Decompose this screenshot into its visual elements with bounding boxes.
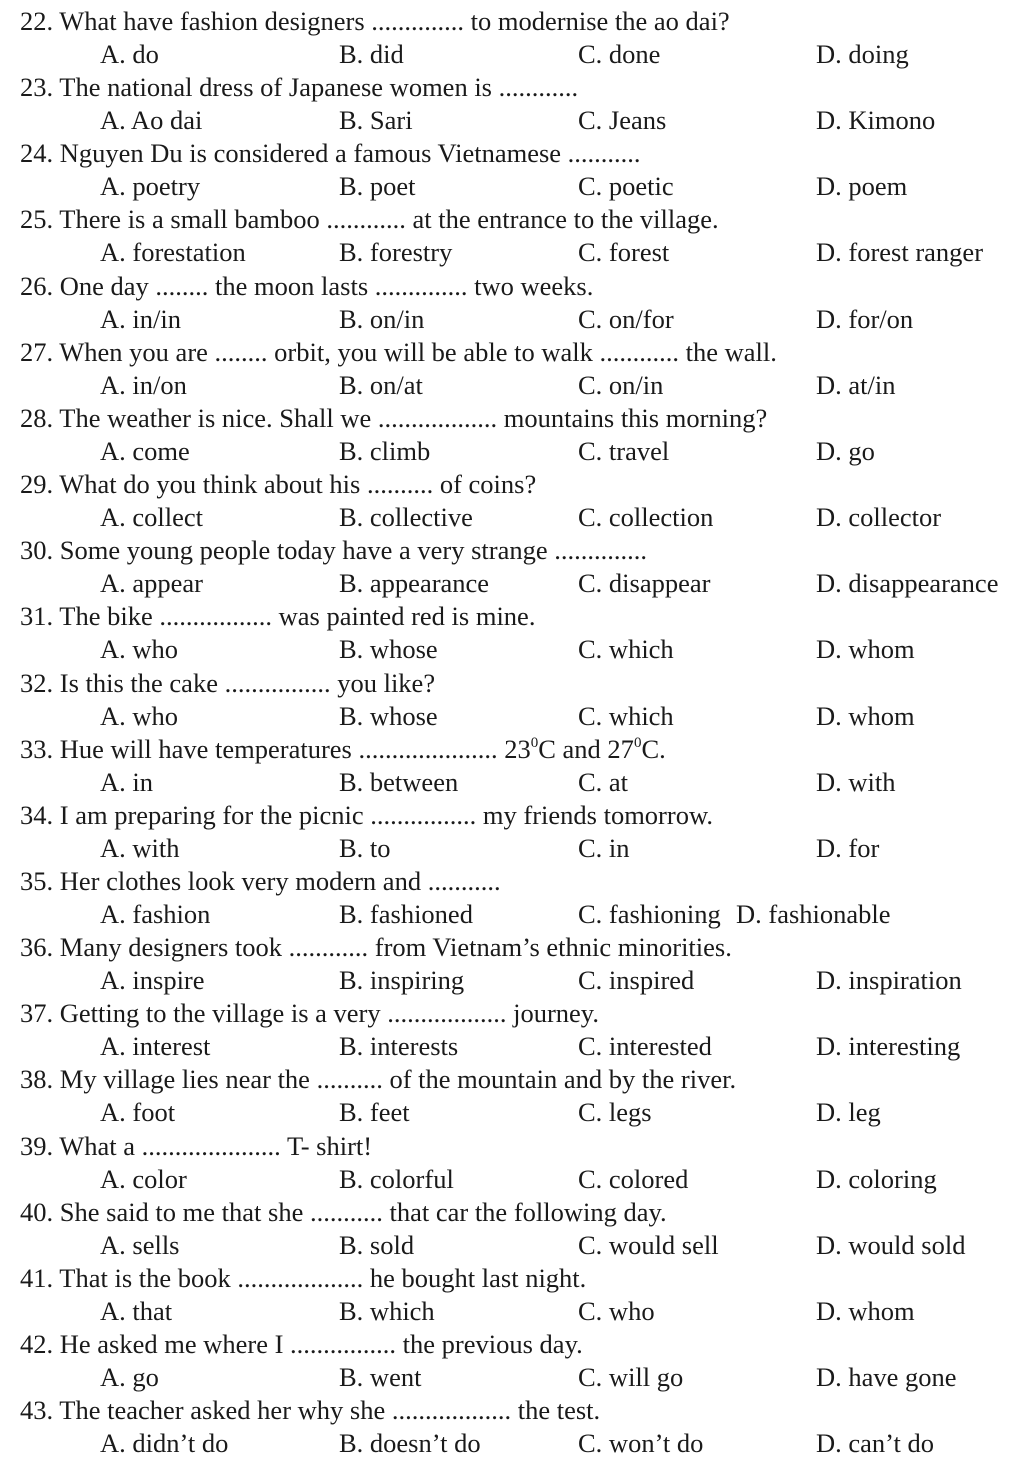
option-d: D. disappearance	[816, 568, 999, 598]
question-number: 23.	[20, 72, 54, 102]
question-text: The bike ................. was painted red is mine.	[59, 601, 536, 631]
question-number: 40.	[20, 1197, 54, 1227]
option-a: A. in/in	[100, 304, 181, 334]
question-text: When you are ........ orbit, you will be able to walk ............ the wall.	[59, 337, 777, 367]
option-a: A. who	[100, 634, 179, 664]
option-c: C. done	[578, 39, 661, 69]
question-text: What do you think about his .......... of coins?	[59, 469, 537, 499]
option-d: D. at/in	[816, 370, 896, 400]
question-stem	[20, 138, 641, 168]
question-stem	[20, 866, 501, 896]
question-stem	[20, 998, 599, 1028]
question-number: 26.	[20, 271, 54, 301]
option-a: A. in	[100, 767, 153, 797]
question-text: Is this the cake ................ you like?	[59, 668, 436, 698]
question-number: 22.	[20, 6, 54, 36]
option-a: A. appear	[100, 568, 203, 598]
option-c: C. won’t do	[578, 1428, 704, 1458]
option-c: C. which	[578, 634, 674, 664]
question-40	[0, 1193, 1024, 1259]
question-37	[0, 994, 1024, 1060]
option-b: B. appearance	[339, 568, 490, 598]
question-35	[0, 862, 1024, 928]
question-text: The teacher asked her why she .................. the test.	[59, 1395, 601, 1425]
option-c: C. on/in	[578, 370, 664, 400]
option-a: A. inspire	[100, 965, 205, 995]
option-c: C. in	[578, 833, 630, 863]
question-text: Nguyen Du is considered a famous Vietnamese ...........	[59, 138, 641, 168]
option-b: B. to	[339, 833, 391, 863]
question-stem	[20, 1131, 372, 1161]
option-c: C. which	[578, 701, 674, 731]
option-a: A. collect	[100, 502, 204, 532]
option-d: D. whom	[816, 701, 915, 731]
option-a: A. who	[100, 701, 179, 731]
option-d: D. interesting	[816, 1031, 961, 1061]
option-c: C. on/for	[578, 304, 674, 334]
option-d: D. collector	[816, 502, 942, 532]
question-text: I am preparing for the picnic ................ my friends tomorrow.	[59, 800, 713, 830]
option-c: C. Jeans	[578, 105, 667, 135]
question-number: 39.	[20, 1131, 54, 1161]
question-number: 29.	[20, 469, 54, 499]
option-c: C. forest	[578, 237, 670, 267]
question-text: My village lies near the .......... of the mountain and by the river.	[59, 1064, 737, 1094]
question-stem	[20, 1395, 600, 1425]
question-number: 25.	[20, 204, 54, 234]
question-number: 24.	[20, 138, 54, 168]
question-26	[0, 267, 1024, 333]
option-d: D. leg	[816, 1097, 881, 1127]
question-number: 33.	[20, 734, 54, 764]
question-stem	[20, 337, 777, 367]
option-b: B. between	[339, 767, 459, 797]
option-c: C. legs	[578, 1097, 652, 1127]
question-22	[0, 2, 1024, 68]
option-a: A. in/on	[100, 370, 187, 400]
question-36	[0, 928, 1024, 994]
option-a: A. interest	[100, 1031, 211, 1061]
option-a: A. poetry	[100, 171, 201, 201]
question-text: There is a small bamboo ............ at the entrance to the village.	[59, 204, 719, 234]
option-c: C. travel	[578, 436, 670, 466]
option-c: C. would sell	[578, 1230, 719, 1260]
option-b: B. whose	[339, 634, 438, 664]
question-text: Some young people today have a very strange ..............	[59, 535, 648, 565]
question-text: Getting to the village is a very .................. journey.	[59, 998, 599, 1028]
question-stem	[20, 535, 647, 565]
question-stem	[20, 668, 435, 698]
question-stem	[20, 271, 593, 301]
option-b: B. which	[339, 1296, 435, 1326]
question-stem	[20, 932, 732, 962]
option-c: C. disappear	[578, 568, 711, 598]
question-number: 30.	[20, 535, 54, 565]
question-31	[0, 597, 1024, 663]
option-a: A. foot	[100, 1097, 176, 1127]
option-d: D. go	[816, 436, 875, 466]
question-text: What a ..................... T- shirt!	[59, 1131, 373, 1161]
question-stem	[20, 72, 578, 102]
question-stem	[20, 6, 730, 36]
option-b: B. sold	[339, 1230, 415, 1260]
question-stem	[20, 1329, 583, 1359]
question-32	[0, 664, 1024, 730]
degree-superscript: 0	[530, 735, 539, 751]
option-a: A. go	[100, 1362, 159, 1392]
option-b: B. fashioned	[339, 899, 473, 929]
option-c: C. inspired	[578, 965, 695, 995]
option-d: D. for/on	[816, 304, 914, 334]
option-d: D. whom	[816, 634, 915, 664]
question-stem	[20, 1064, 736, 1094]
question-number: 37.	[20, 998, 54, 1028]
option-d: D. Kimono	[816, 105, 936, 135]
question-text: The national dress of Japanese women is ............	[59, 72, 579, 102]
question-text: What have fashion designers .............. to modernise the ao dai?	[59, 6, 730, 36]
option-d: D. doing	[816, 39, 909, 69]
question-number: 42.	[20, 1329, 54, 1359]
option-d: D. coloring	[816, 1164, 937, 1194]
question-25	[0, 200, 1024, 266]
question-23	[0, 68, 1024, 134]
option-b: B. colorful	[339, 1164, 454, 1194]
degree-superscript: 0	[633, 735, 642, 751]
option-c: C. poetic	[578, 171, 674, 201]
question-text: The weather is nice. Shall we .................. mountains this morning?	[59, 403, 768, 433]
question-38	[0, 1060, 1024, 1126]
option-c: C. who	[578, 1296, 655, 1326]
question-number: 31.	[20, 601, 54, 631]
option-a: A. sells	[100, 1230, 180, 1260]
option-c: C. at	[578, 767, 629, 797]
question-24	[0, 134, 1024, 200]
option-c: C. fashioning	[578, 899, 721, 929]
option-a: A. color	[100, 1164, 187, 1194]
question-27	[0, 333, 1024, 399]
question-30	[0, 531, 1024, 597]
option-a: A. fashion	[100, 899, 211, 929]
question-text: C.	[641, 734, 666, 764]
question-number: 41.	[20, 1263, 54, 1293]
question-text: C and 27	[538, 734, 634, 764]
question-text: She said to me that she ........... that car the following day.	[59, 1197, 667, 1227]
option-d: D. fashionable	[736, 899, 891, 929]
question-41	[0, 1259, 1024, 1325]
option-b: B. Sari	[339, 105, 413, 135]
option-d: D. with	[816, 767, 896, 797]
question-stem	[20, 734, 666, 764]
question-number: 28.	[20, 403, 54, 433]
option-d: D. poem	[816, 171, 908, 201]
option-a: A. didn’t do	[100, 1428, 229, 1458]
option-a: A. with	[100, 833, 180, 863]
question-number: 34.	[20, 800, 54, 830]
option-d: D. inspiration	[816, 965, 962, 995]
question-number: 35.	[20, 866, 54, 896]
question-34	[0, 796, 1024, 862]
question-stem	[20, 469, 536, 499]
option-a: A. do	[100, 39, 159, 69]
question-text: One day ........ the moon lasts .............. two weeks.	[59, 271, 594, 301]
question-28	[0, 399, 1024, 465]
option-d: D. whom	[816, 1296, 915, 1326]
question-text: Hue will have temperatures ..................... 23	[59, 734, 531, 764]
option-b: B. doesn’t do	[339, 1428, 481, 1458]
question-29	[0, 465, 1024, 531]
question-text: He asked me where I ................ the previous day.	[59, 1329, 583, 1359]
option-b: B. interests	[339, 1031, 459, 1061]
question-number: 27.	[20, 337, 54, 367]
question-33	[0, 730, 1024, 796]
option-b: B. inspiring	[339, 965, 465, 995]
option-b: B. poet	[339, 171, 416, 201]
option-b: B. on/in	[339, 304, 425, 334]
option-c: C. collection	[578, 502, 714, 532]
option-b: B. whose	[339, 701, 438, 731]
option-d: D. forest ranger	[816, 237, 984, 267]
option-a: A. that	[100, 1296, 173, 1326]
question-text: Her clothes look very modern and ...........	[59, 866, 501, 896]
question-number: 38.	[20, 1064, 54, 1094]
question-number: 32.	[20, 668, 54, 698]
question-stem	[20, 403, 767, 433]
option-a: A. come	[100, 436, 190, 466]
question-number: 36.	[20, 932, 54, 962]
question-text: That is the book ................... he bought last night.	[59, 1263, 587, 1293]
question-stem	[20, 800, 713, 830]
question-43	[0, 1391, 1024, 1457]
option-c: C. interested	[578, 1031, 712, 1061]
option-b: B. climb	[339, 436, 431, 466]
option-d: D. for	[816, 833, 880, 863]
question-stem	[20, 1197, 667, 1227]
option-c: C. will go	[578, 1362, 684, 1392]
option-d: D. have gone	[816, 1362, 957, 1392]
option-b: B. forestry	[339, 237, 453, 267]
option-b: B. feet	[339, 1097, 410, 1127]
question-stem	[20, 1263, 586, 1293]
option-b: B. did	[339, 39, 404, 69]
option-a: A. forestation	[100, 237, 246, 267]
option-b: B. on/at	[339, 370, 423, 400]
option-d: D. can’t do	[816, 1428, 934, 1458]
question-39	[0, 1127, 1024, 1193]
option-b: B. collective	[339, 502, 473, 532]
option-b: B. went	[339, 1362, 422, 1392]
question-stem	[20, 204, 719, 234]
option-d: D. would sold	[816, 1230, 966, 1260]
option-a: A. Ao dai	[100, 105, 203, 135]
option-c: C. colored	[578, 1164, 689, 1194]
question-42	[0, 1325, 1024, 1391]
question-number: 43.	[20, 1395, 54, 1425]
question-text: Many designers took ............ from Vietnam’s ethnic minorities.	[59, 932, 732, 962]
question-stem	[20, 601, 535, 631]
